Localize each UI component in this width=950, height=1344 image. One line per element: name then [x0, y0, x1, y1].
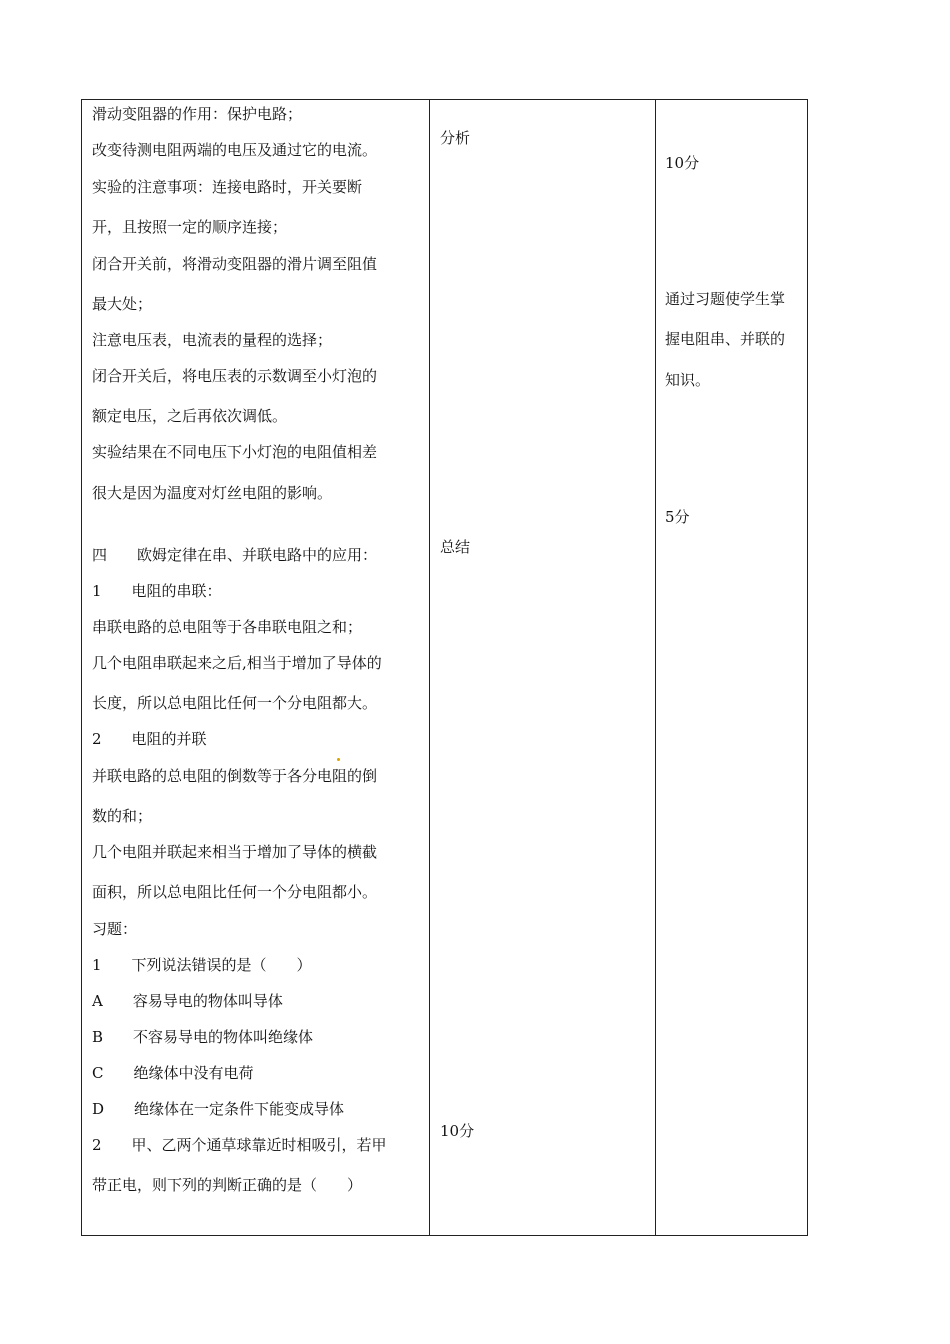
content-line: 很大是因为温度对灯丝电阻的影响。: [92, 484, 333, 502]
content-line: 并联电路的总电阻的倒数等于各分电阻的倒: [92, 767, 378, 785]
option-line: C 绝缘体中没有电荷: [92, 1064, 254, 1082]
option-line: B 不容易导电的物体叫绝缘体: [92, 1028, 314, 1046]
content-line: 几个电阻串联起来之后,相当于增加了导体的: [92, 654, 382, 672]
note-line: 通过习题使学生掌: [665, 290, 786, 308]
method-label: 分析: [440, 129, 471, 147]
content-line: 实验的注意事项：连接电路时，开关要断: [92, 178, 363, 196]
content-line: 串联电路的总电阻等于各串联电阻之和；: [92, 618, 363, 636]
content-line: 2 电阻的并联: [92, 730, 207, 748]
content-line: 面积，所以总电阻比任何一个分电阻都小。: [92, 883, 378, 901]
column-divider: [655, 100, 656, 1235]
option-line: D 绝缘体在一定条件下能变成导体: [92, 1100, 345, 1118]
note-line: 知识。: [665, 371, 711, 389]
content-line: 数的和；: [92, 807, 153, 825]
content-line: 改变待测电阻两端的电压及通过它的电流。: [92, 141, 378, 159]
time-label: 10分: [440, 1122, 475, 1140]
content-line: 实验结果在不同电压下小灯泡的电阻值相差: [92, 443, 378, 461]
exercise-heading: 习题：: [92, 920, 138, 938]
time-label: 5分: [665, 508, 690, 526]
option-line: A 容易导电的物体叫导体: [92, 992, 283, 1010]
question-line: 1 下列说法错误的是（ ）: [92, 956, 312, 974]
note-line: 握电阻串、并联的: [665, 330, 786, 348]
content-line: 闭合开关后，将电压表的示数调至小灯泡的: [92, 367, 378, 385]
content-line: 闭合开关前，将滑动变阻器的滑片调至阻值: [92, 255, 378, 273]
content-line: 滑动变阻器的作用：保护电路；: [92, 105, 303, 123]
lesson-table: [81, 99, 808, 1236]
content-line: 1 电阻的串联：: [92, 582, 222, 600]
time-label: 10分: [665, 154, 700, 172]
decorative-dot: [337, 758, 340, 761]
content-line: 注意电压表，电流表的量程的选择；: [92, 331, 333, 349]
question-line: 带正电，则下列的判断正确的是（ ）: [92, 1176, 363, 1194]
content-line: 开，且按照一定的顺序连接；: [92, 218, 288, 236]
content-line: 长度，所以总电阻比任何一个分电阻都大。: [92, 694, 378, 712]
question-line: 2 甲、乙两个通草球靠近时相吸引，若甲: [92, 1136, 387, 1154]
content-line: 额定电压，之后再依次调低。: [92, 407, 288, 425]
method-label: 总结: [440, 538, 471, 556]
content-line: 几个电阻并联起来相当于增加了导体的横截: [92, 843, 378, 861]
column-divider: [429, 100, 430, 1235]
section-heading: 四 欧姆定律在串、并联电路中的应用：: [92, 546, 378, 564]
content-line: 最大处；: [92, 295, 153, 313]
